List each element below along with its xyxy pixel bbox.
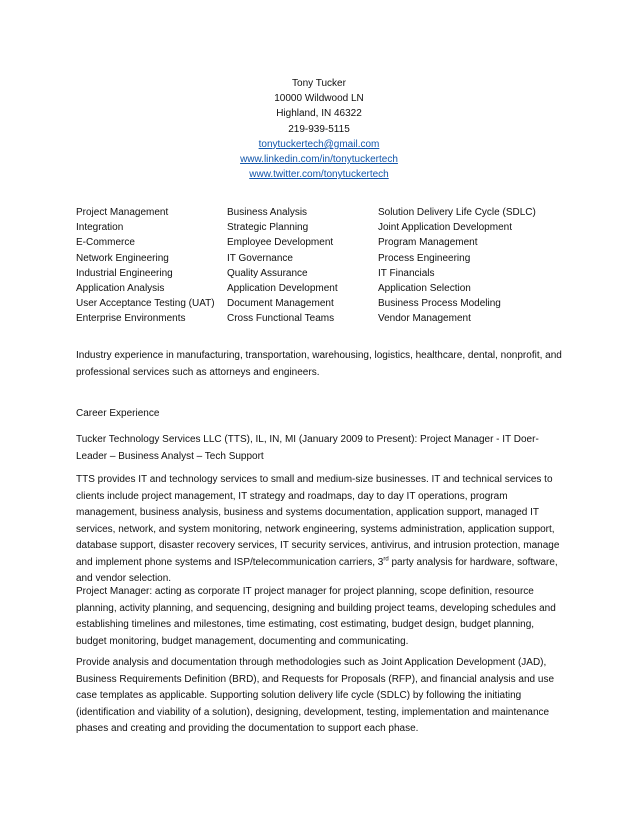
contact-email-link[interactable]: tonytuckertech@gmail.com [258,138,380,150]
tts-text-b: party analysis for hardware, software, and vendor selection. [76,556,558,584]
skill-item: Vendor Management [378,313,471,325]
skill-item: Business Process Modeling [378,298,501,310]
analysis-block [76,655,566,738]
tts-superscript: rd [383,556,389,563]
skill-item: IT Governance [227,252,293,264]
skill-item: Application Selection [378,282,471,294]
skill-item: Program Management [378,237,478,249]
skill-item: Process Engineering [378,252,471,264]
skills-row [76,205,596,220]
skill-item: IT Financials [378,267,435,279]
skill-item: Employee Development [227,237,334,249]
position-title: Tucker Technology Services LLC (TTS), IL, IN, MI (January 2009 to Present): Project Manager - IT Doer-Leader – Business Analyst – Tech Support [76,434,539,462]
skill-item: Application Development [227,282,338,294]
skills-row [76,235,596,250]
position-block [76,432,566,465]
skill-item: Application Analysis [76,282,165,294]
skill-item: User Acceptance Testing (UAT) [76,298,215,310]
contact-phone: 219-939-5115 [288,123,350,135]
skill-item: Industrial Engineering [76,267,173,279]
industry-section [76,348,566,381]
tts-paragraph [76,472,566,588]
skills-row [76,311,596,326]
skill-item: Enterprise Environments [76,313,186,325]
skill-item: Strategic Planning [227,222,309,234]
skills-row [76,266,596,281]
career-heading-block [76,406,566,423]
contact-header [0,76,638,182]
skill-item: Project Management [76,207,169,218]
contact-name: Tony Tucker [292,78,346,89]
contact-address-line1: 10000 Wildwood LN [274,93,364,105]
skill-item: Document Management [227,298,334,310]
skill-item: E-Commerce [76,237,135,249]
skills-row [76,281,596,296]
skills-grid [76,205,596,327]
contact-address-line2: Highland, IN 46322 [276,108,362,120]
industry-paragraph: Industry experience in manufacturing, transportation, warehousing, logistics, healthcare, dental, nonprofit, and professional services such as attorneys and engineers. [76,350,562,378]
pm-block [76,584,566,650]
tts-block [76,472,566,588]
skills-row [76,296,596,311]
skill-item: Cross Functional Teams [227,313,335,325]
skill-item: Joint Application Development [378,222,512,234]
analysis-paragraph: Provide analysis and documentation through methodologies such as Joint Application Development (JAD), Business Requirements Definition (BRD), and Requests for Proposals (RFP), and financial analysis and use case templates as applicable. Supporting solution delivery life cycle (SDLC) by following the initiating (identification and viability of a solution), designing, development, testing, implementation and maintenance phases and creating and providing the documentation to support each phase. [76,657,555,734]
skills-row [76,251,596,266]
tts-text-a: TTS provides IT and technology services to small and medium-size businesses. IT and technical services to clients include project management, IT strategy and roadmaps, day to day IT operations, program management, business analysis, business and systems documentation, application support, managed IT services, network, and system monitoring, network engineering, systems administration, application support, database support, disaster recovery services, IT security services, antivirus, and intrusion protection, manage and implement phone systems and ISP/telecommunication carriers, 3 [76,474,560,568]
skills-row [76,220,596,235]
skill-item: Solution Delivery Life Cycle (SDLC) [378,207,536,218]
pm-paragraph: Project Manager: acting as corporate IT project manager for project planning, scope definition, resource planning, activity planning, and sequencing, designing and building project teams, developing schedules and establishing timelines and milestones, time estimating, cost estimating, budget design, budget planning, budget monitoring, budget management, documenting and communicating. [76,586,556,647]
skill-item: Business Analysis [227,207,308,218]
skill-item: Integration [76,222,124,234]
skill-item: Quality Assurance [227,267,308,279]
career-heading: Career Experience [76,408,160,419]
contact-linkedin-link[interactable]: www.linkedin.com/in/tonytuckertech [240,154,398,166]
skill-item: Network Engineering [76,252,169,264]
contact-twitter-link[interactable]: www.twitter.com/tonytuckertech [249,169,389,181]
